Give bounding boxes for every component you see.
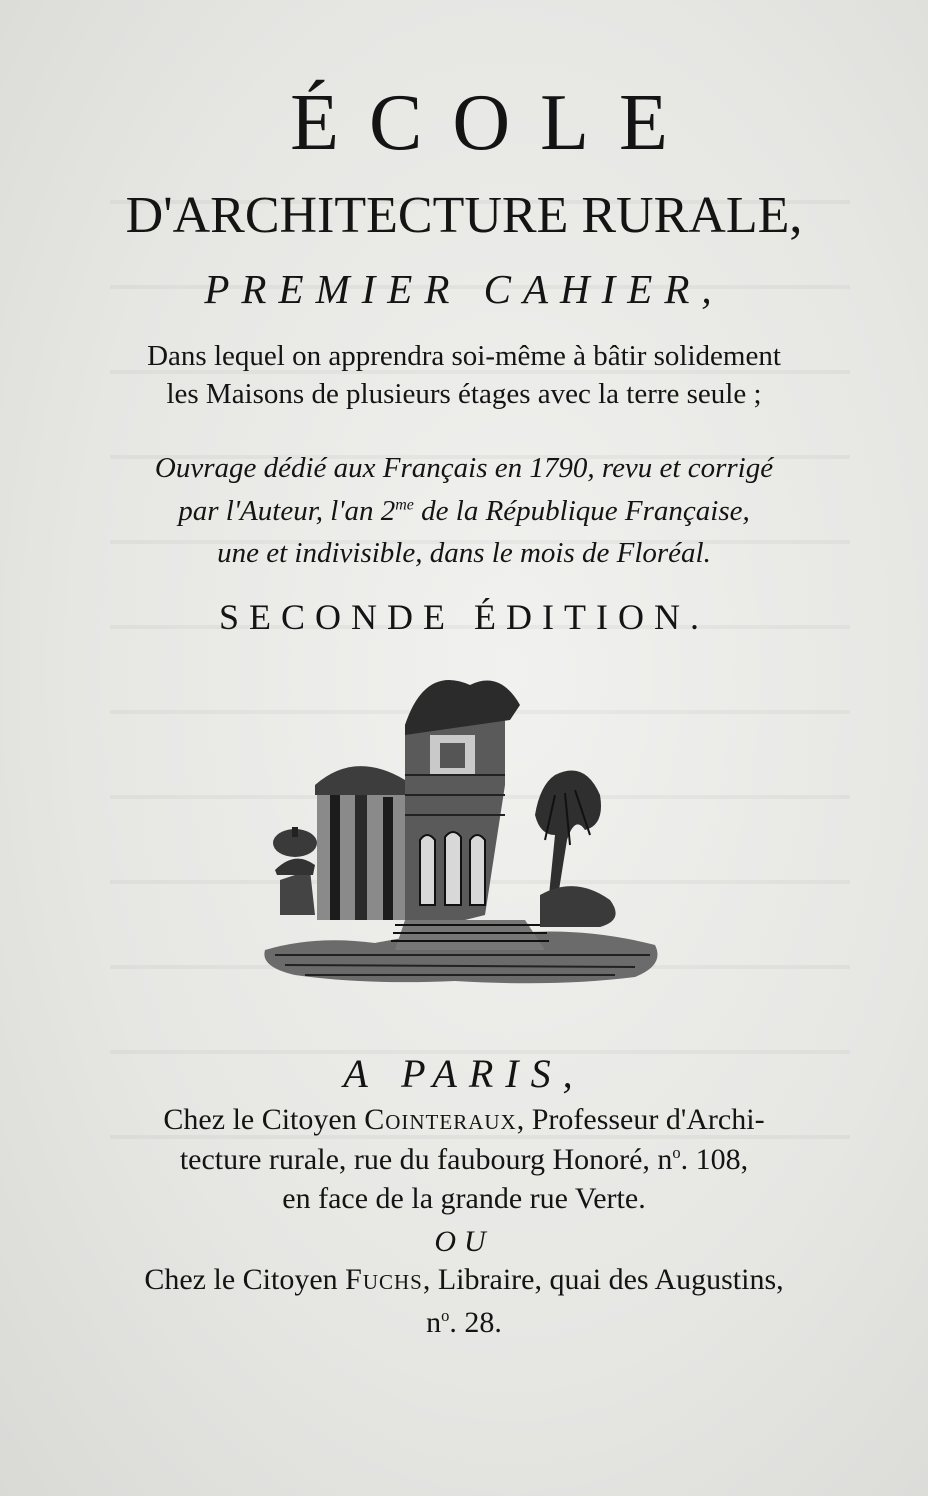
dedication-line-1: Ouvrage dédié aux Français en 1790, revu et corrigé [154, 452, 774, 484]
premier-cahier: PREMIER CAHIER, [204, 266, 724, 312]
imprint-line-1: Chez le Citoyen Cointeraux, Professeur d'Archi- [163, 1103, 765, 1136]
imprint-number: $n^o$. 28. [426, 1306, 502, 1339]
title-ecole: ÉCOLE [290, 79, 698, 167]
description-line-2: les Maisons de plusieurs étages avec la terre seule ; [166, 378, 762, 410]
dedication-line-3: une et indivisible, dans le mois de Floréal. [217, 537, 711, 569]
ruined-temple-engraving-icon [255, 665, 675, 1000]
imprint-or: OU [434, 1225, 494, 1258]
description-line-1: Dans lequel on apprendra soi-même à bâtir solidement [147, 340, 781, 372]
imprint-line-3: en face de la grande rue Verte. [282, 1182, 646, 1215]
imprint-line-4: Chez le Citoyen Fuchs, Libraire, quai des Augustins, [144, 1263, 784, 1296]
edition-line: SECONDE ÉDITION. [219, 597, 709, 637]
imprint-city: A PARIS, [343, 1051, 585, 1096]
dedication-line-2: par l'Auteur, l'an $2^{me}$ de la République Française, [178, 495, 750, 527]
imprint-line-2: tecture rurale, rue du faubourg Honoré, $n^o$. 108, [179, 1143, 749, 1176]
title-architecture-rurale: D'ARCHITECTURE RURALE, [125, 187, 803, 244]
